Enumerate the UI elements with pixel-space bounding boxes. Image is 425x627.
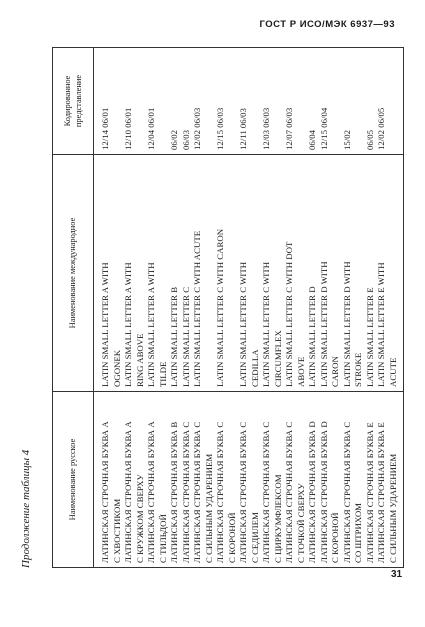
russian-name-cell: ЛАТИНСКАЯ СТРОЧНАЯ БУКВА E [365,392,377,568]
russian-name-cell: ЛАТИНСКАЯ СТРОЧНАЯ БУКВА C С СЕДИЛЕМ [238,392,261,568]
code-cell: 12/10 06/01 [123,48,146,155]
international-name-cell: LATIN SMALL LETTER A WITH OGONEK [94,155,124,392]
table-row [192,48,215,568]
table-header-row [53,48,94,568]
code-cell: 12/02 06/03 [192,48,215,155]
table-row [284,48,307,568]
code-cell: 15/02 [342,48,365,155]
russian-name-cell: ЛАТИНСКАЯ СТРОЧНАЯ БУКВА C С КОРОНОЙ [215,392,238,568]
international-name-cell: LATIN SMALL LETTER E [365,155,377,392]
russian-name-cell: ЛАТИНСКАЯ СТРОЧНАЯ БУКВА D [307,392,319,568]
code-cell: 12/02 06/05 [376,48,404,155]
code-cell: 12/07 06/03 [284,48,307,155]
table-row [261,48,284,568]
table-row [146,48,169,568]
table-row [123,48,146,568]
page-number: 31 [391,569,403,580]
character-table [52,47,404,568]
russian-name-cell: ЛАТИНСКАЯ СТРОЧНАЯ БУКВА C С СИЛЬНЫМ УДАРЕНИЕМ [192,392,215,568]
table-row [94,48,124,568]
rotated-table-page [18,48,398,568]
international-name-cell: LATIN SMALL LETTER A WITH TILDE [146,155,169,392]
russian-name-cell: ЛАТИНСКАЯ СТРОЧНАЯ БУКВА C СО ШТРИХОМ [342,392,365,568]
international-name-cell: LATIN SMALL LETTER C WITH DOT ABOVE [284,155,307,392]
international-name-cell: LATIN SMALL LETTER D WITH STROKE [342,155,365,392]
russian-name-cell: ЛАТИНСКАЯ СТРОЧНАЯ БУКВА A С ХВОСТИКОМ [94,392,124,568]
table-row [307,48,319,568]
international-name-cell: LATIN SMALL LETTER C WITH ACUTE [192,155,215,392]
table-row [215,48,238,568]
code-cell: 06/03 [181,48,193,155]
international-name-cell: LATIN SMALL LETTER A WITH RING ABOVE [123,155,146,392]
international-name-cell: LATIN SMALL LETTER C [181,155,193,392]
table-row [319,48,342,568]
russian-name-cell: ЛАТИНСКАЯ СТРОЧНАЯ БУКВА E С СИЛЬНЫМ УДАРЕНИЕМ [376,392,404,568]
international-name-cell: LATIN SMALL LETTER C WITH CIRCUMFLEX [261,155,284,392]
table-row [342,48,365,568]
international-name-cell: LATIN SMALL LETTER B [169,155,181,392]
code-cell: 06/04 [307,48,319,155]
code-cell: 06/05 [365,48,377,155]
russian-name-cell: ЛАТИНСКАЯ СТРОЧНАЯ БУКВА C [181,392,193,568]
russian-name-cell: ЛАТИНСКАЯ СТРОЧНАЯ БУКВА B [169,392,181,568]
document-header: ГОСТ Р ИСО/МЭК 6937—93 [259,19,395,30]
header-coded-representation: Кодированное представление [53,48,94,155]
code-cell: 12/04 06/01 [146,48,169,155]
code-cell: 12/14 06/01 [94,48,124,155]
international-name-cell: LATIN SMALL LETTER C WITH CARON [215,155,238,392]
international-name-cell: LATIN SMALL LETTER D WITH CARON [319,155,342,392]
table-caption: Продолжение таблицы 4 [20,449,32,568]
header-russian-name: Наименование русское [53,392,94,568]
code-cell: 12/03 06/03 [261,48,284,155]
russian-name-cell: ЛАТИНСКАЯ СТРОЧНАЯ БУКВА C С ТОЧКОЙ СВЕРХУ [284,392,307,568]
russian-name-cell: ЛАТИНСКАЯ СТРОЧНАЯ БУКВА A С ТИЛЬДОЙ [146,392,169,568]
russian-name-cell: ЛАТИНСКАЯ СТРОЧНАЯ БУКВА C С ЦИРКУМФЛЕКСОМ [261,392,284,568]
code-cell: 06/02 [169,48,181,155]
russian-name-cell: ЛАТИНСКАЯ СТРОЧНАЯ БУКВА A С КРУЖКОМ СВЕРХУ [123,392,146,568]
international-name-cell: LATIN SMALL LETTER E WITH ACUTE [376,155,404,392]
code-cell: 12/15 06/04 [319,48,342,155]
table-row [376,48,404,568]
international-name-cell: LATIN SMALL LETTER C WITH CEDILLA [238,155,261,392]
code-cell: 12/15 06/03 [215,48,238,155]
header-international-name: Наименование международное [53,155,94,392]
code-cell: 12/11 06/03 [238,48,261,155]
table-row [238,48,261,568]
table-row [365,48,377,568]
table-row [169,48,181,568]
table-row [181,48,193,568]
table-body [94,48,404,568]
russian-name-cell: ЛАТИНСКАЯ СТРОЧНАЯ БУКВА D С КОРОНОЙ [319,392,342,568]
international-name-cell: LATIN SMALL LETTER D [307,155,319,392]
